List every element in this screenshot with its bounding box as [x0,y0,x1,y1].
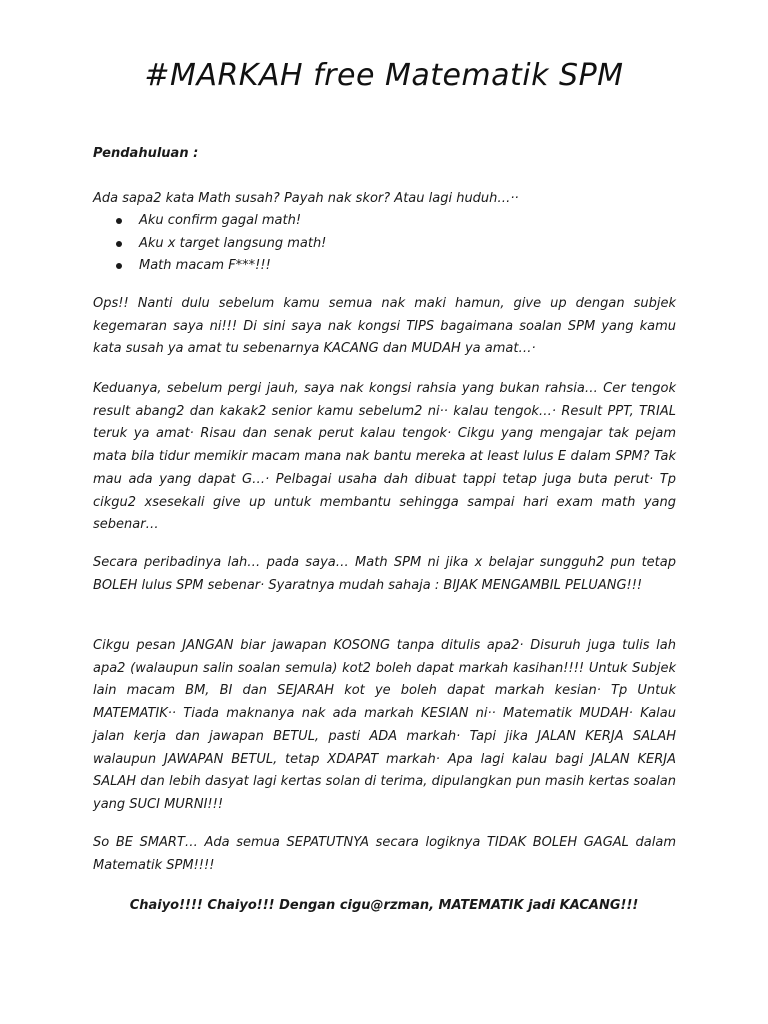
bullet-icon [116,263,122,269]
intro-text: Ada sapa2 kata Math susah? Payah nak skor? Atau lagi huduh…·· [93,191,519,206]
bullet-icon [116,218,122,224]
paragraph: Secara peribadinya lah… pada saya… Math SPM ni jika x belajar sungguh2 pun tetap BOLEH lulus SPM sebenar· Syaratnya mudah sahaja : BIJAK MENGAMBIL PELUANG!!! [93,555,676,593]
paragraph: Keduanya, sebelum pergi jauh, saya nak kongsi rahsia yang bukan rahsia… Cer tengok result abang2 dan kakak2 senior kamu sebelum2 ni·· kalau tengok…· Result PPT, TRIAL teruk ya amat· Risau dan senak perut kalau tengok· Cikgu yang mengajar tak pejam mata bila tidur memikir macam mana nak bantu mereka at least lulus E dalam SPM? Tak mau ada yang dapat G…· Pelbagai usaha dah dibuat tappi tetap juga buta perut· Tp cikgu2 xsesekali give up untuk membantu sehingga sampai hari exam math yang sebenar… [93,381,676,533]
bullet-icon [116,241,122,247]
document-title: #MARKAH free Matematik SPM [144,58,624,93]
bullet-list [93,210,653,278]
bullet-text: Math macam F***!!! [139,258,271,273]
bullet-text: Aku x target langsung math! [139,235,327,251]
list-item [93,210,653,233]
section-heading: Pendahuluan : [93,146,199,161]
closing-line: Chaiyo!!!! Chaiyo!!! Dengan cigu@rzman, MATEMATIK jadi KACANG!!! [129,898,639,913]
paragraph: Cikgu pesan JANGAN biar jawapan KOSONG tanpa ditulis apa2· Disuruh juga tulis lah apa2 (walaupun salin soalan semula) kot2 boleh dapat markah kasihan!!!! Untuk Subjek lain macam BM, BI dan SEJARAH kot ye boleh dapat markah kesian· Tp Untuk MATEMATIK·· Tiada maknanya nak ada markah KESIAN ni·· Matematik MUDAH· Kalau jalan kerja dan jawapan BETUL, pasti ADA markah· Tapi jika JALAN KERJA SALAH walaupun JAWAPAN BETUL, tetap XDAPAT markah· Apa lagi kalau bagi JALAN KERJA SALAH dan lebih dasyat lagi kertas solan di terima, dipulangkan pun masih kertas soalan yang SUCI MURNI!!! [93,638,676,812]
paragraph: So BE SMART… Ada semua SEPATUTNYA secara logiknya TIDAK BOLEH GAGAL dalam Matematik SPM!!!! [93,835,676,873]
list-item [93,255,653,278]
bullet-text: Aku confirm gagal math! [139,213,302,228]
list-item [93,233,653,256]
paragraph: Ops!! Nanti dulu sebelum kamu semua nak maki hamun, give up dengan subjek kegemaran saya ni!!! Di sini saya nak kongsi TIPS bagaimana soalan SPM yang kamu kata susah ya amat tu sebenarnya KACANG dan MUDAH ya amat…· [93,296,676,357]
